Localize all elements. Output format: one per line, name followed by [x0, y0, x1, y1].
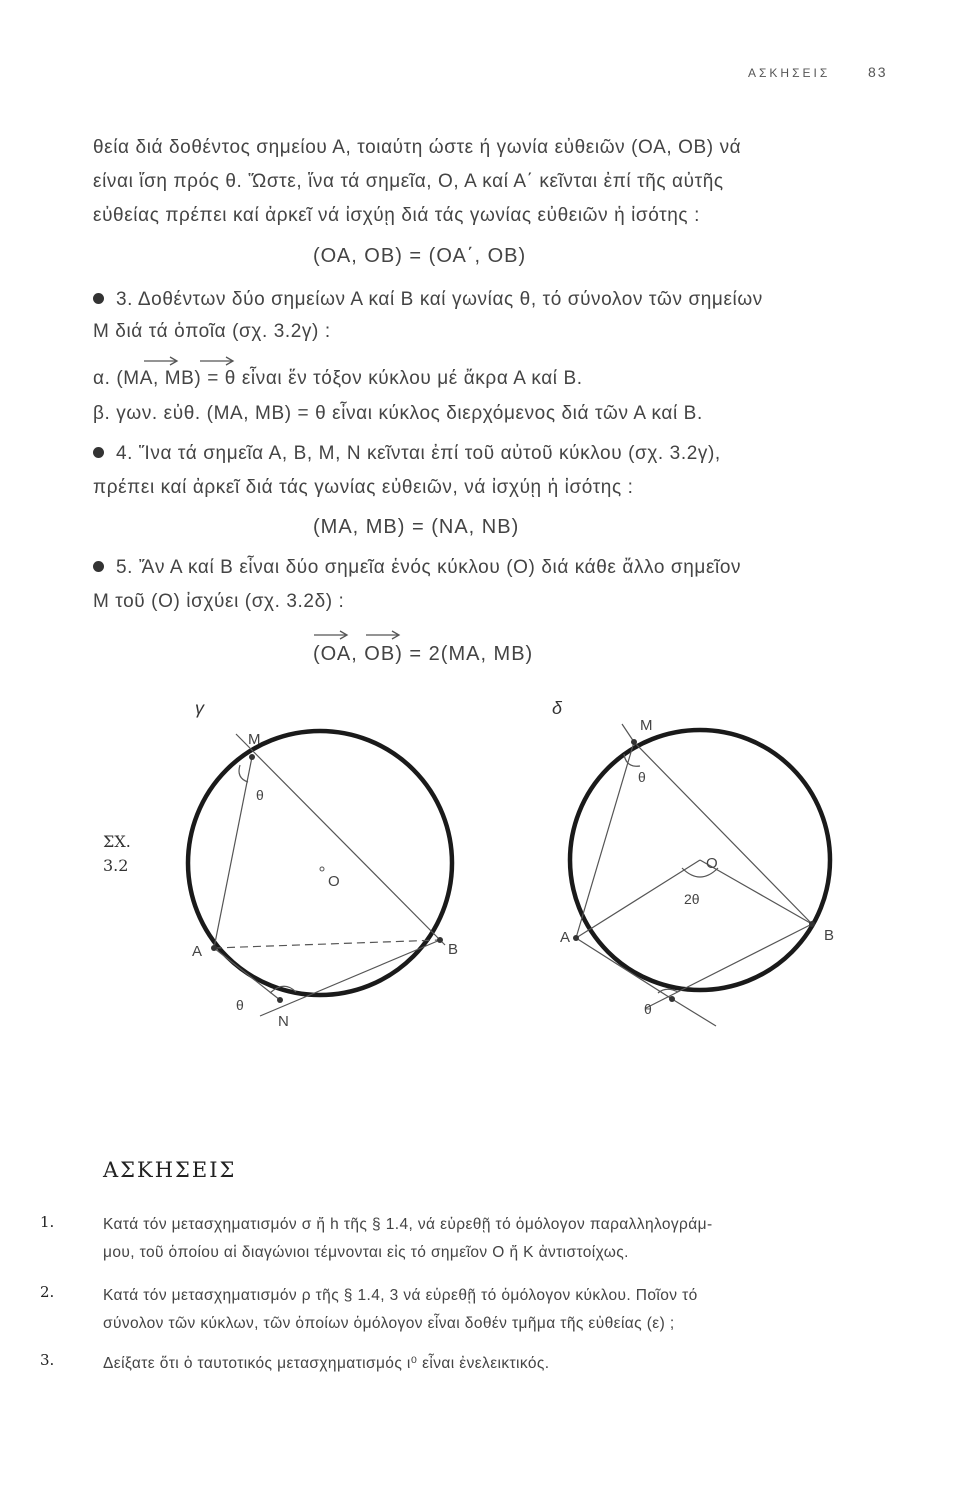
- label-A: A: [560, 929, 571, 946]
- line-N-ext: [672, 999, 716, 1026]
- label-N: N: [278, 1013, 289, 1030]
- circle: [188, 731, 452, 995]
- line-MB: [236, 734, 445, 945]
- item-3-line-1: 3. Δοθέντων δύο σημείων Α καί Β καί γωνίας θ, τό σύνολον τῶν σημείων: [116, 289, 763, 310]
- exercise-line: σύνολον τῶν κύκλων, τῶν ὁποίων ὁμόλογον εἶναι δοθέν τμῆμα τῆς εὐθείας (ε) ;: [103, 1315, 675, 1332]
- point-N: [669, 996, 675, 1002]
- exercise-line: Δείξατε ὅτι ὁ ταυτοτικός μετασχηματισμός ι⁰ εἶναι ἐνελεικτικός.: [103, 1355, 550, 1372]
- figure-caption: ΣΧ.: [103, 832, 131, 851]
- figure-gamma: [170, 690, 490, 1040]
- running-header: ΑΣΚΗΣΕΙΣ: [748, 66, 831, 80]
- page-number: 83: [868, 64, 888, 80]
- text-line: πρέπει καί ἀρκεῖ διά τάς γωνίας εὐθειῶν, νά ἰσχύῃ ἡ ἰσότης :: [93, 477, 634, 498]
- label-theta: θ: [638, 769, 646, 785]
- exercise-line: μου, τοῦ ὁποίου αἱ διαγώνιοι τέμνονται εἰς τό σημεῖον Ο ἤ Κ ἀντιστοίχως.: [103, 1244, 629, 1261]
- label-O: O: [328, 873, 340, 890]
- radius-OA: [576, 860, 700, 938]
- angle-arc-M: [239, 765, 248, 782]
- text-line: είναι ἴση πρός θ. Ὥστε, ἵνα τά σημεῖα, Ο, Α καί Α΄ κεῖνται ἐπί τῆς αὐτῆς: [93, 171, 724, 192]
- item-5-line-1: 5. Ἄν Α καί Β εἶναι δύο σημεῖα ἑνός κύκλου (Ο) διά κάθε ἄλλο σημεῖον: [116, 557, 742, 578]
- label-B: B: [824, 927, 835, 944]
- text-line: θεία διά δοθέντος σημείου Α, τοιαύτη ώστε ή γωνία εὐθειῶν (ΟΑ, ΟΒ) νά: [93, 137, 742, 158]
- label-theta: θ: [256, 787, 264, 803]
- label-B: B: [448, 941, 459, 958]
- item-3-alpha: α. (ΜΑ, ΜΒ) = θ εἶναι ἕν τόξον κύκλου μέ ἄκρα Α καί Β.: [93, 368, 583, 389]
- text-line: [93, 289, 763, 311]
- text-line: Μ διά τά ὁποῖα (σχ. 3.2γ) :: [93, 321, 331, 342]
- bullet-icon: [93, 561, 104, 572]
- text-line: [93, 443, 721, 465]
- segment-MA: [214, 757, 252, 948]
- point-A: [573, 935, 579, 941]
- exercise-number: 1.: [40, 1213, 55, 1231]
- point-M: [249, 754, 255, 760]
- point-B: [809, 921, 815, 927]
- line-M-ext: [622, 724, 634, 742]
- label-M: M: [640, 717, 653, 734]
- point-N: [277, 997, 283, 1003]
- equation: (ΟΑ, ΟΒ) = (ΟΑ΄, ΟΒ): [313, 245, 527, 267]
- equation: (ΟΑ, ΟΒ) = 2(ΜΑ, ΜΒ): [313, 643, 534, 665]
- segment-AN: [576, 938, 672, 999]
- line-BN: [646, 924, 812, 1008]
- text-line: εὐθείας πρέπει καί ἀρκεῖ νά ἰσχύῃ διά τάς γωνίας εὐθειῶν ἡ ἰσότης :: [93, 205, 700, 226]
- item-3-beta: β. γων. εὐθ. (ΜΑ, ΜΒ) = θ εἶναι κύκλος διερχόμενος διά τῶν Α καί Β.: [93, 403, 703, 424]
- segment-MB: [634, 742, 812, 924]
- point-B: [437, 937, 443, 943]
- label-theta: θ: [236, 997, 244, 1013]
- text-line: [93, 557, 741, 579]
- vector-arrows: [310, 625, 420, 641]
- vector-arrows: [140, 351, 250, 367]
- figure-delta: [540, 690, 860, 1040]
- text-line: Μ τοῦ (Ο) ἰσχύει (σχ. 3.2δ) :: [93, 591, 345, 612]
- bullet-icon: [93, 293, 104, 304]
- label-theta: θ: [644, 1001, 652, 1017]
- line-BN: [260, 940, 440, 1016]
- chord-AB: [214, 940, 440, 948]
- exercise-line: Κατά τόν μετασχηματισμόν ρ τῆς § 1.4, 3 νά εὑρεθῇ τό ὁμόλογον κύκλου. Ποῖον τό: [103, 1287, 698, 1304]
- item-4-line-1: 4. Ἵνα τά σημεῖα Α, Β, Μ, Ν κεῖνται ἐπί τοῦ αὐτοῦ κύκλου (σχ. 3.2γ),: [116, 443, 721, 464]
- exercise-number: 2.: [40, 1283, 55, 1301]
- center-O: [320, 867, 324, 871]
- point-A: [211, 945, 217, 951]
- figure-label: γ: [195, 698, 204, 718]
- equation: (ΜΑ, ΜΒ) = (ΝΑ, ΝΒ): [313, 516, 520, 538]
- exercise-number: 3.: [40, 1351, 55, 1369]
- exercise-line: Κατά τόν μετασχηματισμόν σ ἤ h τῆς § 1.4, νά εὑρεθῇ τό ὁμόλογον παραλληλογράμ-: [103, 1216, 713, 1233]
- label-M: M: [248, 731, 261, 748]
- bullet-icon: [93, 447, 104, 458]
- point-M: [631, 739, 637, 745]
- exercises-title: ΑΣΚΗΣΕΙΣ: [103, 1158, 237, 1182]
- label-two-theta: 2θ: [684, 891, 700, 907]
- angle-arc-M: [624, 754, 640, 766]
- label-O: O: [706, 855, 718, 872]
- figure-number: 3.2: [103, 856, 129, 875]
- figure-label: δ: [552, 698, 563, 718]
- label-A: A: [192, 943, 203, 960]
